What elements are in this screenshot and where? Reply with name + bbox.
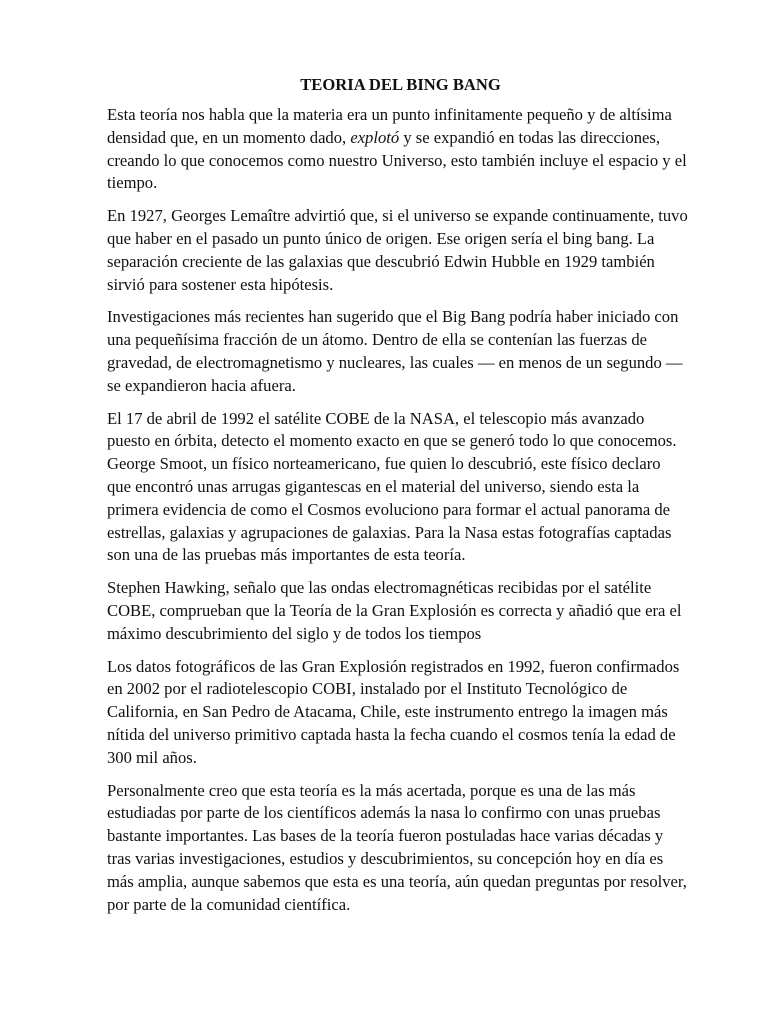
- paragraph-1-text-end: y se expandió en todas las direcciones, creando lo que conocemos como nuestro Universo, esto también incluye el espacio y el tiempo.: [107, 127, 687, 193]
- paragraph-7: Personalmente creo que esta teoría es la más acertada, porque es una de las más estudiadas por parte de los científicos además la nasa lo confirmo con unas pruebas bastante importantes. Las bases de la teoría fueron postuladas hace varias décadas y tras varias investigaciones, estudios y descubrimientos, su concepción hoy en día es más amplia, aunque sabemos que esta es una teoría, aún quedan preguntas por resolver, por parte de la comunidad científica.: [107, 780, 687, 914]
- paragraph-1-text-start: Esta teoría nos habla que la materia era un punto infinitamente pequeño y de altísima densidad que, en un momento dado,: [107, 105, 672, 147]
- paragraph-4: El 17 de abril de 1992 el satélite COBE de la NASA, el telescopio más avanzado puesto en órbita, detecto el momento exacto en que se generó todo lo que conocemos. George Smoot, un físico norteamericano, fue quien lo descubrió, este físico declaro que encontró unas arrugas gigantescas en el material del universo, siendo esta la primera evidencia de como el Cosmos evoluciono para formar el actual panorama de estrellas, galaxias y agrupaciones de galaxias. Para la Nasa estas fotografías captadas son una de las pruebas más importantes de esta teoría.: [107, 408, 677, 565]
- paragraph-1-emphasis: explotó: [350, 127, 400, 147]
- paragraph-6: Los datos fotográficos de las Gran Explosión registrados en 1992, fueron confirmados en 2002 por el radiotelescopio COBI, instalado por el Instituto Tecnológico de California, en San Pedro de Atacama, Chile, este instrumento entrego la imagen más nítida del universo primitivo captada hasta la fecha cuando el cosmos tenía la edad de 300 mil años.: [107, 656, 680, 767]
- paragraph-5: Stephen Hawking, señalo que las ondas electromagnéticas recibidas por el satélite COBE, comprueban que la Teoría de la Gran Explosión es correcta y añadió que era el máximo descubrimiento del siglo y de todos los tiempos: [107, 578, 682, 643]
- paragraph-1: [107, 104, 688, 195]
- document-title: TEORIA DEL BING BANG: [300, 75, 501, 94]
- paragraph-3: Investigaciones más recientes han sugerido que el Big Bang podría haber iniciado con una pequeñísima fracción de un átomo. Dentro de ella se contenían las fuerzas de gravedad, de electromagnetismo y nucleares, las cuales — en menos de un segundo — se expandieron hacia afuera.: [107, 307, 683, 395]
- paragraph-2: En 1927, Georges Lemaître advirtió que, si el universo se expande continuamente, tuvo que haber en el pasado un punto único de origen. Ese origen sería el bing bang. La separación creciente de las galaxias que descubrió Edwin Hubble en 1929 también sirvió para sostener esta hipótesis.: [107, 206, 688, 294]
